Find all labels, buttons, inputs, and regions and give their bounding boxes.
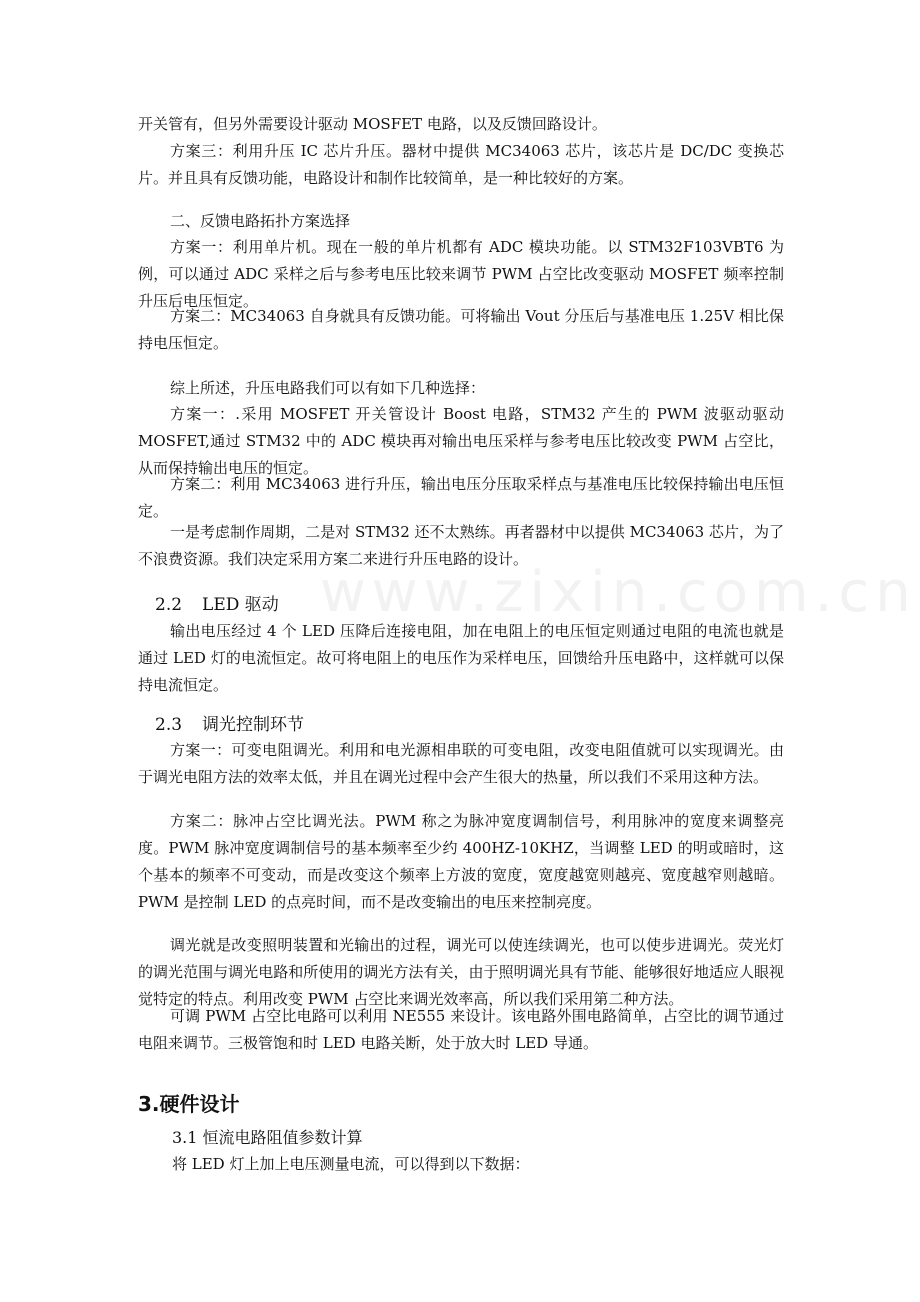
section-number: 2.3 [155, 715, 183, 735]
paragraph-summary-scheme-1: 方案一：.采用 MOSFET 开关管设计 Boost 电路，STM32 产生的 PWM 波驱动驱动 MOSFET,通过 STM32 中的 ADC 模块再对输出电压采样与参考电压比较改变 PWM 占空比，从而保持输出电压的恒定。 [138, 405, 784, 477]
paragraph-scheme-3: 方案三：利用升压 IC 芯片升压。器材中提供 MC34063 芯片，该芯片是 DC/DC 变换芯片。并且具有反馈功能，电路设计和制作比较简单，是一种比较好的方案。 [138, 142, 784, 187]
paragraph-decision: 一是考虑制作周期，二是对 STM32 还不太熟练。再者器材中以提供 MC34063 芯片，为了不浪费资源。我们决定采用方案二来进行升压电路的设计。 [138, 523, 784, 568]
section-number: 2.2 [155, 595, 183, 615]
paragraph-dimming-scheme-1: 方案一：可变电阻调光。利用和电光源相串联的可变电阻，改变电阻值就可以实现调光。由于调光电阻方法的效率太低，并且在调光过程中会产生很大的热量，所以我们不采用这种方法。 [138, 741, 784, 786]
section-title-constant-current: 3.1 恒流电路阻值参数计算 [172, 1128, 363, 1147]
section-title-text: LED 驱动 [202, 595, 279, 615]
section-title-dimming [155, 712, 304, 739]
section-title-led-drive [155, 592, 279, 619]
paragraph-measurement: 将 LED 灯上加上电压测量电流，可以得到以下数据： [172, 1155, 530, 1173]
section-heading-feedback: 二、反馈电路拓扑方案选择 [170, 212, 351, 230]
paragraph-dimming-scheme-2: 方案二：脉冲占空比调光法。PWM 称之为脉冲宽度调制信号，利用脉冲的宽度来调整亮度。PWM 脉冲宽度调制信号的基本频率至少约 400HZ-10KHZ，当调整 LED 的明或暗时，这个基本的频率不可变动，而是改变这个频率上方波的宽度，宽度越宽则越亮、宽度越窄则越暗。PWM 是控制 LED 的点亮时间，而不是改变输出的电压来控制亮度。 [138, 812, 784, 911]
watermark-text: www.zixin.com.cn [320, 560, 917, 625]
paragraph-ne555: 可调 PWM 占空比电路可以利用 NE555 来设计。该电路外围电路简单，占空比的调节通过电阻来调节。三极管饱和时 LED 电路关断，处于放大时 LED 导通。 [138, 1007, 784, 1052]
paragraph-summary-scheme-2: 方案二：利用 MC34063 进行升压，输出电压分压取采样点与基准电压比较保持输出电压恒定。 [138, 475, 784, 520]
section-title-text: 调光控制环节 [202, 715, 305, 735]
paragraph-mosfet-note: 开关管有，但另外需要设计驱动 MOSFET 电路，以及反馈回路设计。 [138, 115, 607, 133]
paragraph-feedback-scheme-1: 方案一：利用单片机。现在一般的单片机都有 ADC 模块功能。以 STM32F103VBT6 为例，可以通过 ADC 采样之后与参考电压比较来调节 PWM 占空比改变驱动 MOSFET 频率控制升压后电压恒定。 [138, 238, 784, 310]
paragraph-summary: 综上所述，升压电路我们可以有如下几种选择： [170, 379, 486, 397]
chapter-title-hardware: 3.硬件设计 [138, 1092, 240, 1116]
paragraph-led-drive: 输出电压经过 4 个 LED 压降后连接电阻，加在电阻上的电压恒定则通过电阻的电流也就是通过 LED 灯的电流恒定。故可将电阻上的电压作为采样电压，回馈给升压电路中，这样就可以保持电流恒定。 [138, 622, 784, 694]
paragraph-dimming-overview: 调光就是改变照明装置和光输出的过程，调光可以使连续调光，也可以使步进调光。荧光灯的调光范围与调光电路和所使用的调光方法有关，由于照明调光具有节能、能够很好地适应人眼视觉特定的特点。利用改变 PWM 占空比来调光效率高，所以我们采用第二种方法。 [138, 936, 784, 1008]
paragraph-feedback-scheme-2: 方案二：MC34063 自身就具有反馈功能。可将输出 Vout 分压后与基准电压 1.25V 相比保持电压恒定。 [138, 307, 784, 352]
